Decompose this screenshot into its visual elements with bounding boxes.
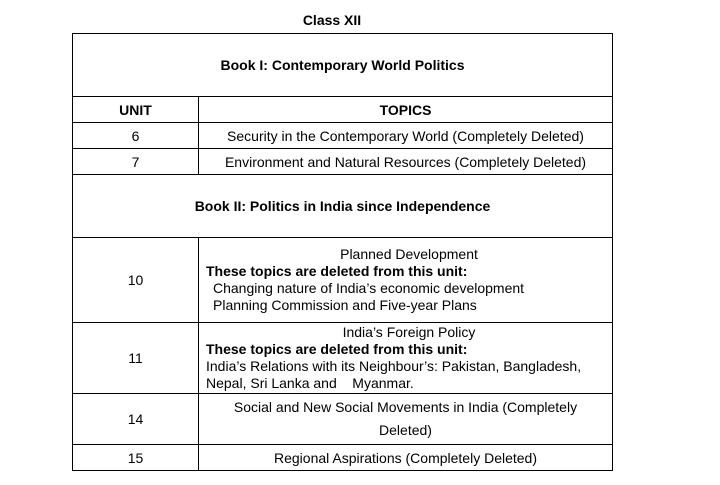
book-1-heading: Book I: Contemporary World Politics bbox=[73, 34, 613, 97]
column-header-row bbox=[73, 97, 613, 123]
topic-line: Social and New Social Movements in India (Completely bbox=[233, 399, 578, 415]
table-row bbox=[73, 323, 613, 394]
deleted-topics-label: These topics are deleted from this unit: bbox=[206, 263, 468, 279]
table-row bbox=[73, 394, 613, 445]
book-heading-row bbox=[73, 175, 613, 238]
unit-cell: 10 bbox=[73, 238, 199, 323]
table-row bbox=[73, 445, 613, 471]
table-row bbox=[73, 123, 613, 149]
unit-cell: 14 bbox=[73, 394, 199, 445]
unit-cell: 7 bbox=[73, 149, 199, 175]
chapter-title: Planned Development bbox=[340, 246, 478, 262]
topic-line: Deleted) bbox=[379, 422, 432, 438]
unit-cell: 11 bbox=[73, 323, 199, 394]
unit-cell: 6 bbox=[73, 123, 199, 149]
syllabus-table bbox=[72, 33, 613, 471]
page-title: Class XII bbox=[302, 12, 362, 28]
topic-cell bbox=[199, 394, 613, 445]
topic-cell: Regional Aspirations (Completely Deleted) bbox=[199, 445, 613, 471]
topics-column-header: TOPICS bbox=[199, 97, 613, 123]
topic-cell bbox=[199, 238, 613, 323]
table-row bbox=[73, 238, 613, 323]
topic-cell: Environment and Natural Resources (Completely Deleted) bbox=[199, 149, 613, 175]
unit-cell: 15 bbox=[73, 445, 199, 471]
topic-cell bbox=[199, 323, 613, 394]
topic-cell: Security in the Contemporary World (Completely Deleted) bbox=[199, 123, 613, 149]
table-row bbox=[73, 149, 613, 175]
deleted-topic-item: Planning Commission and Five-year Plans bbox=[213, 297, 477, 313]
book-2-heading: Book II: Politics in India since Independence bbox=[73, 175, 613, 238]
deleted-topic-item: Nepal, Sri Lanka and Myanmar. bbox=[206, 375, 414, 391]
book-heading-row bbox=[73, 34, 613, 97]
deleted-topic-item: India’s Relations with its Neighbour’s: Pakistan, Bangladesh, bbox=[206, 358, 582, 374]
deleted-topics-label: These topics are deleted from this unit: bbox=[206, 341, 468, 357]
unit-column-header: UNIT bbox=[73, 97, 199, 123]
chapter-title: India’s Foreign Policy bbox=[342, 324, 476, 340]
deleted-topic-item: Changing nature of India’s economic development bbox=[213, 280, 525, 296]
